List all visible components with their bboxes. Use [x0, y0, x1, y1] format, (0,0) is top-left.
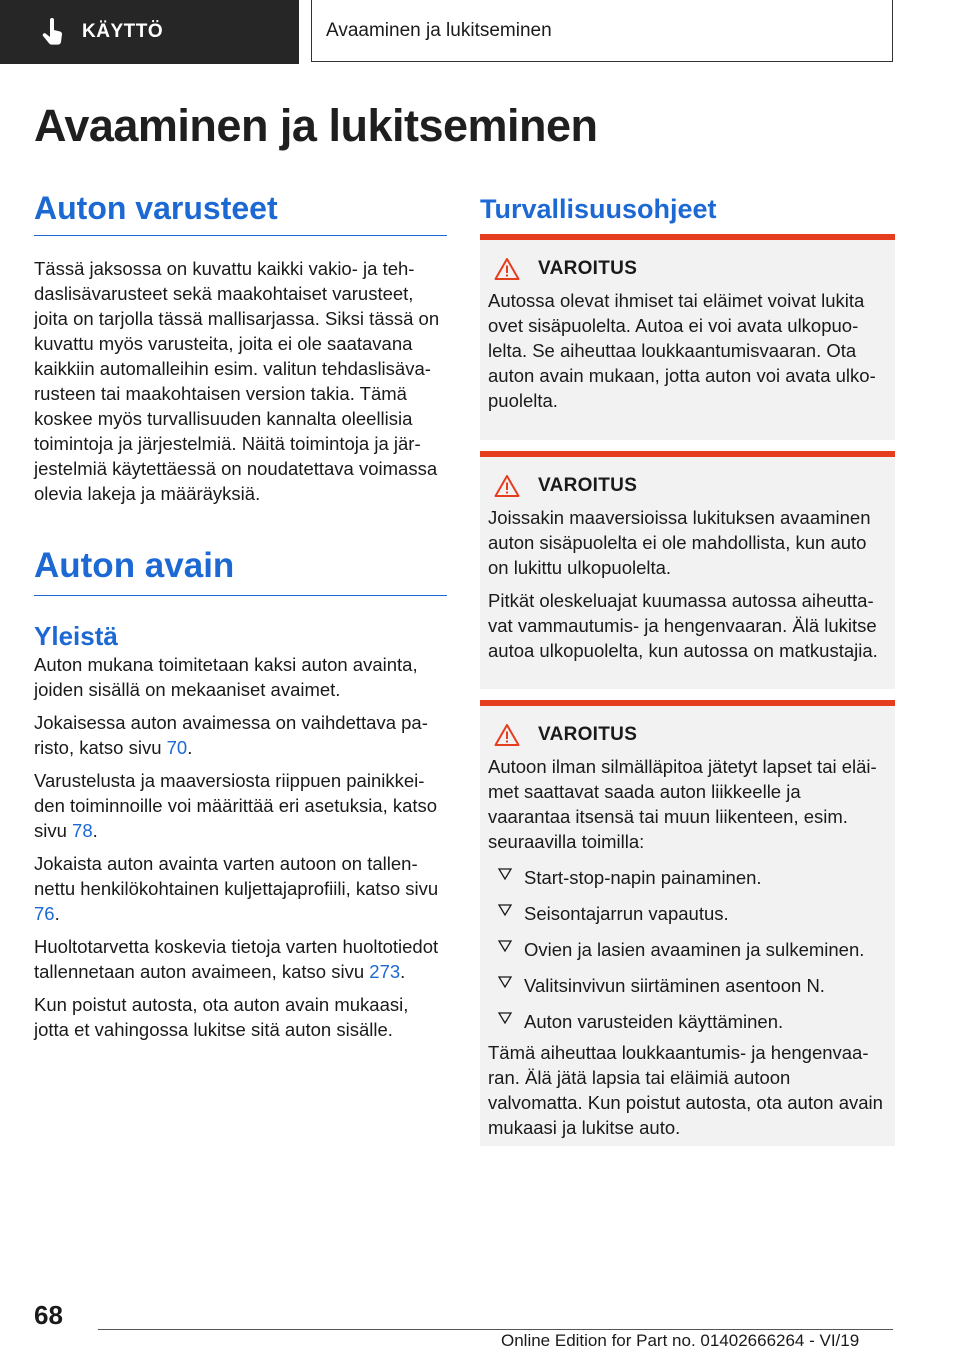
warning-triangle-icon [494, 723, 520, 747]
punct: . [187, 737, 193, 758]
list-item [488, 861, 887, 890]
warning-3-text-b: Tämä aiheuttaa loukkaantumis- ja hengenvaaran. Älä jätä lapsia tai eläimiä autoon valvomatta. Kun poistut autosta, ota auton avain mukaasi ja lukitse auto. [488, 1042, 883, 1138]
punct: . [400, 961, 406, 982]
triangle-bullet-icon [498, 861, 512, 880]
paragraph-huolto [34, 934, 447, 984]
list-item [488, 969, 887, 998]
triangle-bullet-icon [498, 897, 512, 916]
hand-pointer-icon [42, 18, 64, 46]
page-title: Avaaminen ja lukitseminen [34, 100, 598, 151]
list-item-text: Start-stop-napin painaminen. [524, 867, 762, 888]
paragraph-painikkeet-text: Varustelusta ja maaversiosta riippuen painikkeiden toiminnoille voi määrittää eri asetuksia, katso sivu [34, 770, 438, 841]
page-link-70[interactable]: 70 [166, 737, 188, 758]
list-item-text: Valitsinvivun siirtäminen asentoon N. [524, 975, 825, 996]
paragraph-varusteet: Tässä jaksossa on kuvattu kaikki vakio- ja tehdaslisävarusteet sekä maakohtaiset varusteet, joita on tarjolla tässä mallisarjassa. Siksi tässä on kuvattu myös varusteita, joita ei ole saatavana kaikkiin automalleihin esim. valitun tehdaslisävarusteen tai maakohtaisen version takia. Tämä koskee myös turvallisuuden kannalta oleellisia toimintoja ja järjestelmiä. Näitä toimintoja ja järjestelmiä käytettäessä on noudatettava voimassa olevia lakeja ja määräyksiä. [34, 258, 440, 504]
page-link-76[interactable]: 76 [34, 903, 55, 924]
warning-triangle-icon [494, 257, 520, 281]
heading-yleista: Yleistä [34, 621, 118, 651]
warning-header [494, 720, 887, 750]
paragraph-profiili [34, 851, 447, 926]
paragraph-huolto-text: Huoltotarvetta koskevia tietoja varten huoltotiedot tallennetaan auton avaimeen, katso sivu [34, 936, 439, 982]
section-header [311, 0, 893, 62]
warning-triangle-icon [494, 474, 520, 498]
warning-title: VAROITUS [538, 724, 638, 745]
warning-header [494, 254, 887, 284]
right-column [480, 190, 895, 225]
paragraph-poistuminen: Kun poistut autosta, ota auton avain mukaasi, jotta et vahingossa lukitse sitä auton sisälle. [34, 994, 409, 1040]
punct: . [92, 820, 98, 841]
chapter-tab-label: KÄYTTÖ [82, 21, 164, 42]
warning-box-1 [480, 234, 895, 440]
warning-2-text-a: Joissakin maaversioissa lukituksen avaaminen auton sisäpuolelta ei ole mahdollista, kun auto on lukittu ulkopuolelta. [488, 507, 871, 578]
footer-edition: Online Edition for Part no. 01402666264 - VI/19 [501, 1331, 860, 1350]
paragraph-paristo-text: Jokaisessa auton avaimessa on vaihdettava paristo, katso sivu [34, 712, 428, 758]
page-number: 68 [34, 1300, 63, 1330]
list-item-text: Seisontajarrun vapautus. [524, 903, 729, 924]
warning-3-text-a: Autoon ilman silmälläpitoa jätetyt lapset tai eläimet saattavat saada auton liikkeelle ja vaarantaa itsensä tai muun liikenteen, esim. seuraavilla toimilla: [488, 756, 877, 852]
warning-2-text-b: Pitkät oleskeluajat kuumassa autossa aiheuttavat vammautumis- ja hengenvaaran. Älä lukitse autoa ulkopuolelta, kun autossa on matkustajia. [488, 590, 878, 661]
chapter-tab [0, 0, 299, 64]
triangle-bullet-icon [498, 933, 512, 952]
list-item [488, 1005, 887, 1034]
left-column [34, 190, 447, 1042]
punct: . [54, 903, 60, 924]
list-item [488, 897, 887, 926]
footer-divider [98, 1329, 893, 1330]
warning-box-2 [480, 451, 895, 689]
paragraph-paristo [34, 710, 447, 760]
page-link-78[interactable]: 78 [72, 820, 93, 841]
triangle-bullet-icon [498, 1005, 512, 1024]
heading-auton-varusteet: Auton varusteet [34, 190, 447, 236]
paragraph-avaimet: Auton mukana toimitetaan kaksi auton avainta, joiden sisällä on mekaaniset avaimet. [34, 654, 418, 700]
list-item-text: Ovien ja lasien avaaminen ja sulkeminen. [524, 939, 865, 960]
page-link-273[interactable]: 273 [369, 961, 401, 982]
list-item [488, 933, 887, 962]
warning-1-text: Autossa olevat ihmiset tai eläimet voivat lukita ovet sisäpuolelta. Autoa ei voi avata ulkopuolelta. Se aiheuttaa loukkaantumisvaaran. Ota auton avain mukaan, jotta auton voi avata ulkopuolelta. [488, 290, 876, 411]
warning-header [494, 471, 887, 501]
warning-title: VAROITUS [538, 475, 638, 496]
heading-auton-avain: Auton avain [34, 546, 447, 596]
warning-box-3 [480, 700, 895, 1146]
paragraph-painikkeet [34, 768, 447, 843]
warning-title: VAROITUS [538, 258, 638, 279]
triangle-bullet-icon [498, 969, 512, 988]
heading-turvallisuusohjeet: Turvallisuusohjeet [480, 194, 717, 224]
paragraph-profiili-text: Jokaista auton avainta varten autoon on tallennettu henkilökohtainen kuljettajaprofiili, katso sivu [34, 853, 439, 899]
list-item-text: Auton varusteiden käyttäminen. [524, 1011, 784, 1032]
section-header-title: Avaaminen ja lukitseminen [326, 19, 552, 41]
